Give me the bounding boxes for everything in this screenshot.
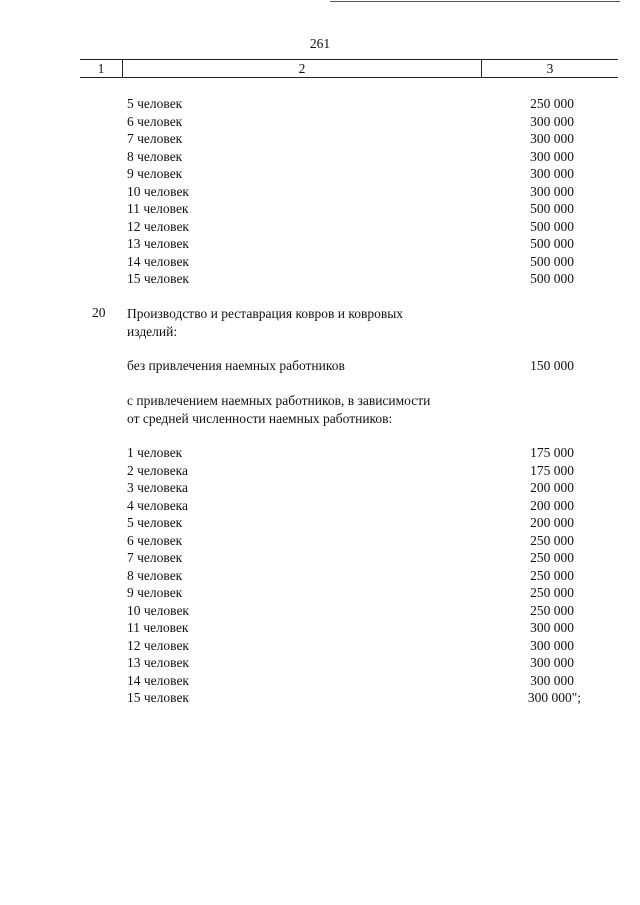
- header-col-1: 1: [80, 60, 123, 77]
- row-value: 500 000: [530, 236, 574, 251]
- page-number: 261: [309, 36, 331, 51]
- row-value: 200 000: [530, 480, 574, 495]
- row-label: 6 человек: [127, 532, 183, 548]
- section-title-line-2: изделий:: [127, 323, 178, 339]
- top-rule: [330, 1, 620, 2]
- table-row: [0, 95, 640, 112]
- table-row: [0, 584, 640, 601]
- table-row: [0, 619, 640, 636]
- row-value: 300 000: [530, 655, 574, 670]
- row-label: 13 человек: [127, 236, 189, 251]
- table-row: [0, 235, 640, 252]
- table-row: [0, 113, 640, 130]
- section-title-line-1: Производство и реставрация ковров и ковровых: [127, 306, 404, 321]
- row-label: 7 человек: [127, 131, 183, 146]
- row-label: 11 человек: [127, 620, 189, 635]
- row-value: 300 000: [530, 620, 574, 635]
- row-value: 200 000: [530, 497, 574, 513]
- table-row: [0, 130, 640, 147]
- row-value: 250 000: [530, 585, 574, 600]
- row-label: 8 человек: [127, 148, 183, 164]
- row-label: 4 человека: [127, 497, 189, 513]
- subsection-text-line-2: от средней численности наемных работников:: [127, 410, 393, 426]
- row-label: 3 человека: [127, 480, 189, 495]
- table-row: [0, 672, 640, 689]
- table-row: [0, 183, 640, 200]
- table-row: [0, 514, 640, 531]
- table-row: [0, 479, 640, 496]
- row-label: 8 человек: [127, 567, 183, 583]
- section-title: [127, 305, 487, 340]
- row-label: 9 человек: [127, 585, 183, 600]
- row-value: 500 000: [530, 218, 574, 234]
- row-label: 6 человек: [127, 113, 183, 129]
- row-value: 300 000: [530, 166, 574, 181]
- row-value: 500 000: [530, 201, 574, 216]
- table-row: [0, 637, 640, 654]
- table-header: [80, 59, 618, 78]
- row-label: 14 человек: [127, 253, 189, 269]
- row-label: 13 человек: [127, 655, 189, 670]
- table-row: [0, 357, 640, 374]
- row-label: 10 человек: [127, 602, 189, 618]
- row-label: 12 человек: [127, 218, 189, 234]
- table-row: [0, 532, 640, 549]
- table-row: [0, 549, 640, 566]
- table-row: [0, 165, 640, 182]
- row-value: 200 000: [530, 515, 574, 530]
- row-value: 500 000: [530, 271, 574, 286]
- row-label: 15 человек: [127, 690, 189, 705]
- row-value: 300 000";: [527, 690, 581, 705]
- row-label: 14 человек: [127, 672, 189, 688]
- row-value: 300 000: [530, 131, 574, 146]
- subsection-text-line-1: с привлечением наемных работников, в зависимости: [127, 393, 431, 408]
- table-row: [0, 218, 640, 235]
- row-label: 11 человек: [127, 201, 189, 216]
- row-label: 12 человек: [127, 637, 189, 653]
- table-row: [0, 148, 640, 165]
- row-label: 15 человек: [127, 271, 189, 286]
- header-col-2: 2: [123, 60, 482, 77]
- row-label: 2 человека: [127, 462, 189, 478]
- row-value: 300 000: [530, 148, 574, 164]
- subsection-text: [127, 392, 487, 427]
- row-value: 250 000: [530, 602, 574, 618]
- row-label: 7 человек: [127, 550, 183, 565]
- table-row: [0, 253, 640, 270]
- row-label: 10 человек: [127, 183, 189, 199]
- table-row: [0, 689, 640, 706]
- table-row: [0, 270, 640, 287]
- table-row: [0, 462, 640, 479]
- row-value: 300 000: [530, 672, 574, 688]
- table-row: [0, 497, 640, 514]
- row-value: 150 000: [530, 358, 574, 373]
- row-value: 250 000: [530, 567, 574, 583]
- table-row: [0, 200, 640, 217]
- row-value: 300 000: [530, 113, 574, 129]
- row-value: 300 000: [530, 183, 574, 199]
- row-label: 5 человек: [127, 515, 183, 530]
- header-col-3: 3: [546, 61, 554, 76]
- table-row: [0, 654, 640, 671]
- row-value: 300 000: [530, 637, 574, 653]
- row-value: 175 000: [530, 445, 574, 460]
- row-label: 5 человек: [127, 96, 183, 111]
- section-number: 20: [92, 305, 106, 320]
- row-value: 250 000: [530, 96, 574, 111]
- row-value: 175 000: [530, 462, 574, 478]
- row-value: 250 000: [530, 532, 574, 548]
- row-label: без привлечения наемных работников: [127, 358, 345, 373]
- row-value: 250 000: [530, 550, 574, 565]
- row-label: 9 человек: [127, 166, 183, 181]
- table-row: [0, 602, 640, 619]
- table-row: [0, 567, 640, 584]
- row-label: 1 человек: [127, 445, 183, 460]
- row-value: 500 000: [530, 253, 574, 269]
- table-row: [0, 444, 640, 461]
